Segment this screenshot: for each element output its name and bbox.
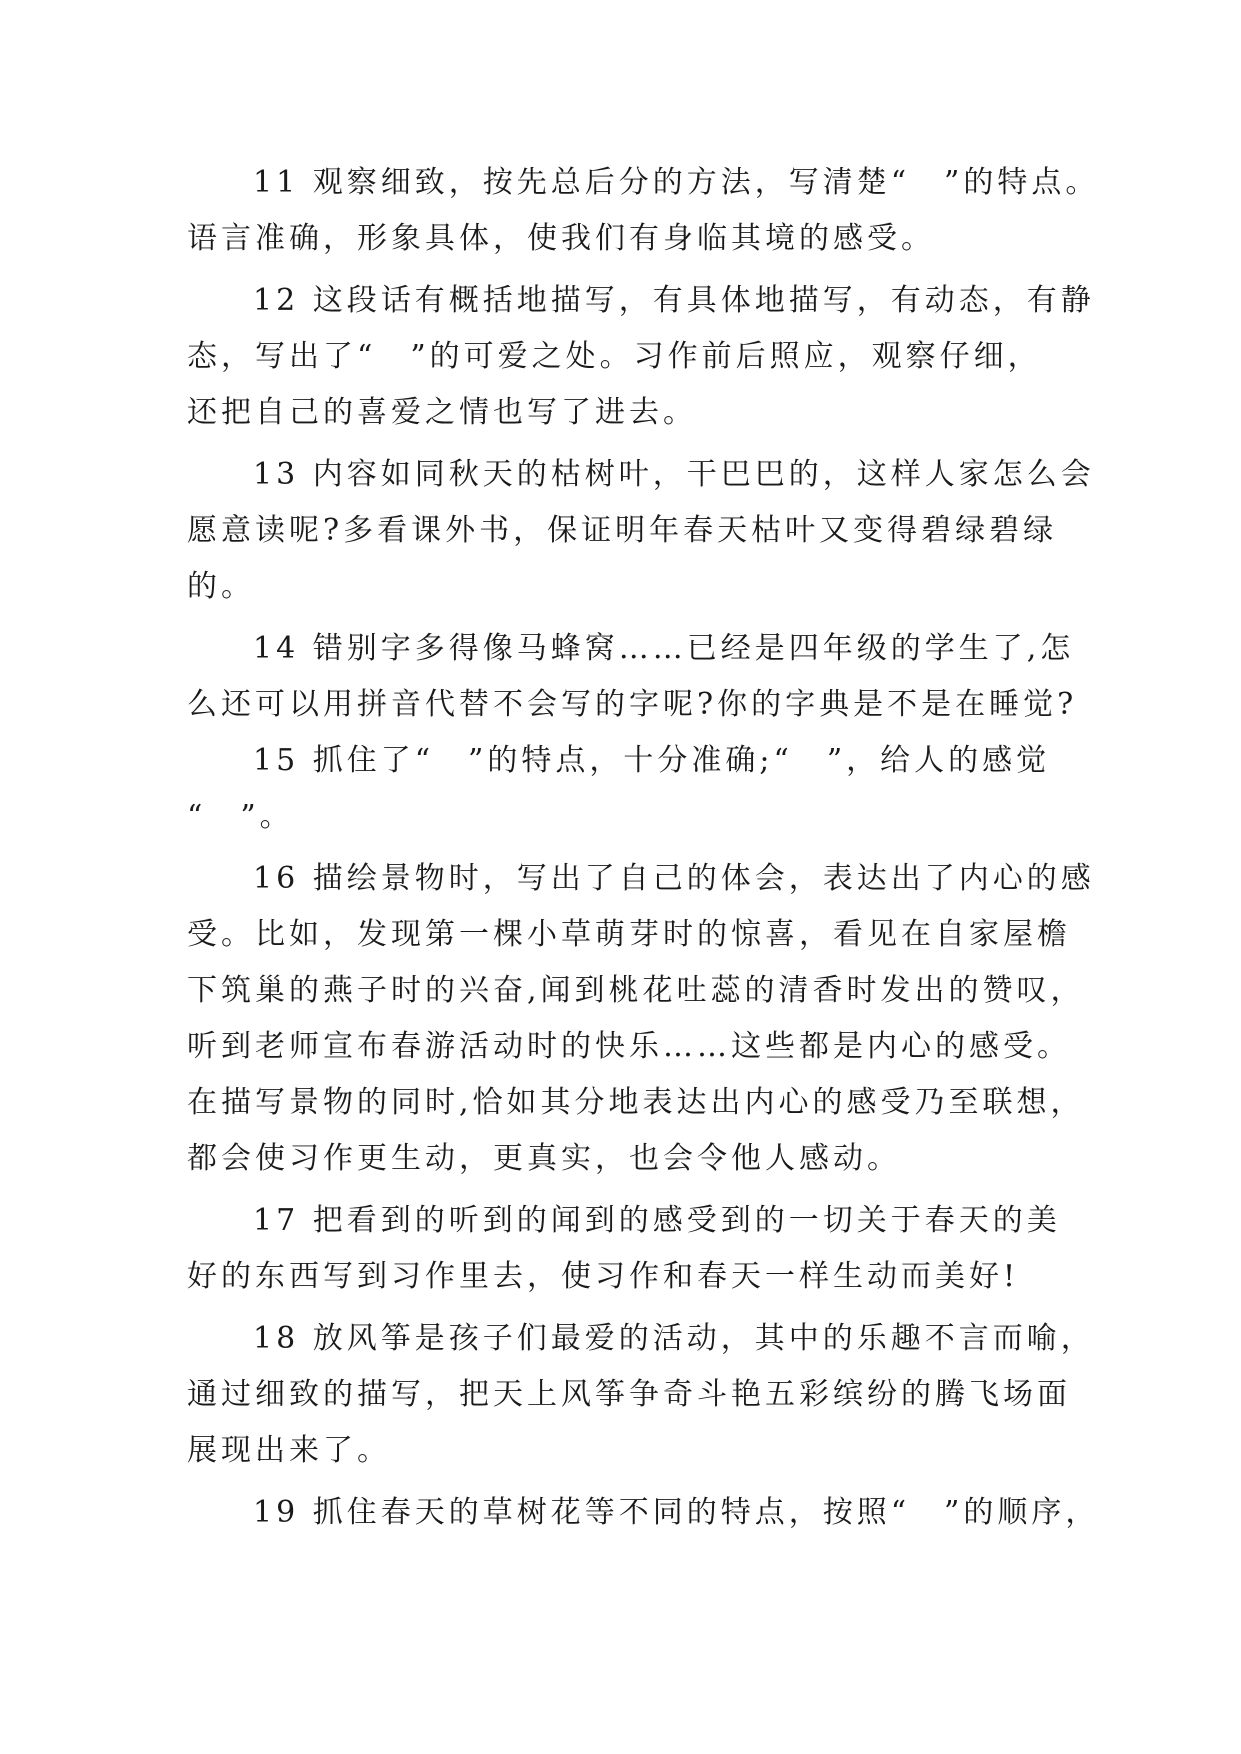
paragraph-line: 11 观察细致，按先总后分的方法，写清楚“ ”的特点。 <box>253 165 1100 200</box>
paragraph-line: 好的东西写到习作里去，使习作和春天一样生动而美好! <box>187 1259 1020 1294</box>
paragraph-14 <box>187 621 1078 733</box>
paragraph-line: 展现出来了。 <box>187 1433 391 1468</box>
paragraph-line: “ ”。 <box>187 799 294 834</box>
paragraph-12 <box>187 273 1095 441</box>
paragraph-line: 态，写出了“ ”的可爱之处。习作前后照应，观察仔细， <box>187 339 1042 374</box>
paragraph-line: 18 放风筝是孩子们最爱的活动，其中的乐趣不言而喻， <box>253 1321 1095 1356</box>
paragraph-line: 在描写景物的同时,恰如其分地表达出内心的感受乃至联想， <box>187 1085 1085 1120</box>
paragraph-line: 语言准确，形象具体，使我们有身临其境的感受。 <box>187 221 935 256</box>
paragraph-15 <box>187 733 1067 845</box>
document-body <box>187 155 1100 1541</box>
paragraph-18 <box>187 1311 1095 1479</box>
paragraph-line: 12 这段话有概括地描写，有具体地描写，有动态，有静 <box>253 283 1095 318</box>
paragraph-line: 还把自己的喜爱之情也写了进去。 <box>187 395 697 430</box>
paragraph-line: 13 内容如同秋天的枯树叶，干巴巴的，这样人家怎么会 <box>253 457 1095 492</box>
paragraph-13 <box>187 447 1095 615</box>
paragraph-line: 么还可以用拼音代替不会写的字呢?你的字典是不是在睡觉? <box>187 687 1078 722</box>
paragraph-line: 14 错别字多得像马蜂窝……已经是四年级的学生了,怎 <box>253 631 1075 666</box>
paragraph-line: 19 抓住春天的草树花等不同的特点，按照“ ”的顺序， <box>253 1495 1100 1530</box>
paragraph-line: 17 把看到的听到的闻到的感受到的一切关于春天的美 <box>253 1203 1061 1238</box>
paragraph-line: 的。 <box>187 569 255 604</box>
paragraph-line: 都会使习作更生动，更真实，也会令他人感动。 <box>187 1141 901 1176</box>
paragraph-line: 15 抓住了“ ”的特点，十分准确;“ ”，给人的感觉 <box>253 743 1051 778</box>
paragraph-line: 听到老师宣布春游活动时的快乐……这些都是内心的感受。 <box>187 1029 1071 1064</box>
paragraph-11 <box>187 155 1100 267</box>
paragraph-line: 下筑巢的燕子时的兴奋,闻到桃花吐蕊的清香时发出的赞叹， <box>187 973 1085 1008</box>
paragraph-19 <box>187 1485 1100 1541</box>
paragraph-line: 16 描绘景物时，写出了自己的体会，表达出了内心的感 <box>253 861 1095 896</box>
paragraph-line: 通过细致的描写，把天上风筝争奇斗艳五彩缤纷的腾飞场面 <box>187 1377 1071 1412</box>
paragraph-line: 愿意读呢?多看课外书，保证明年春天枯叶又变得碧绿碧绿 <box>187 513 1058 548</box>
paragraph-16 <box>187 851 1095 1187</box>
paragraph-line: 受。比如，发现第一棵小草萌芽时的惊喜，看见在自家屋檐 <box>187 917 1071 952</box>
paragraph-17 <box>187 1193 1067 1305</box>
